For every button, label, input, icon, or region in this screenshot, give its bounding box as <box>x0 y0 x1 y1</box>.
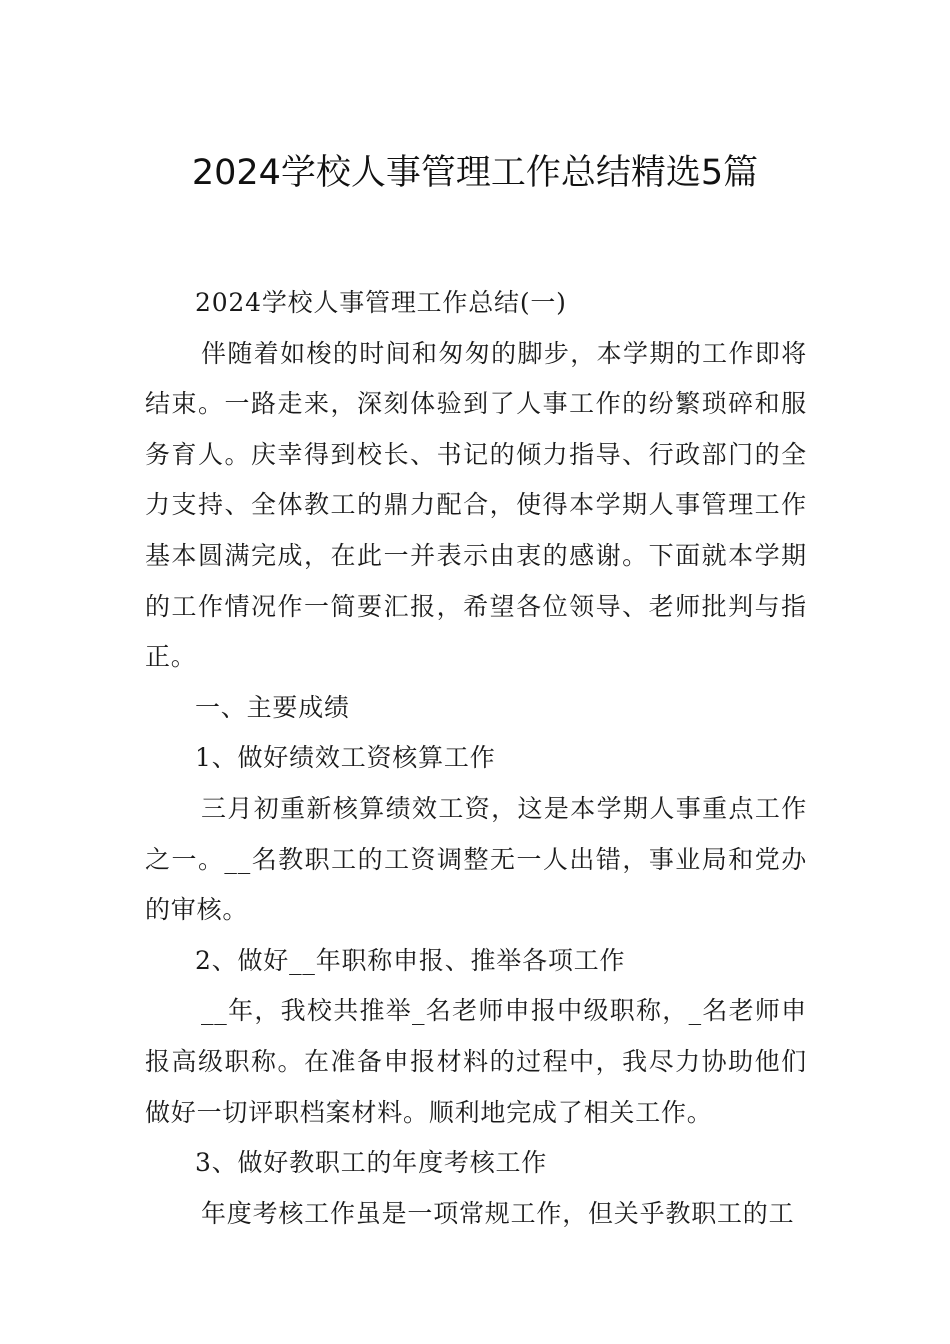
heading-item-1: 1、做好绩效工资核算工作 <box>195 743 496 773</box>
heading-main-achievements: 一、主要成绩 <box>195 692 350 722</box>
paragraph-item-3: 年度考核工作虽是一项常规工作，但关乎教职工的工 <box>201 1198 795 1228</box>
paragraph-intro: 伴随着如梭的时间和匆匆的脚步，本学期的工作即将结束。一路走来，深刻体验到了人事工作的纷繁琐碎和服务育人。庆幸得到校长、书记的倾力指导、行政部门的全力支持、全体教工的鼎力配合，使得本学期人事管理工作基本圆满完成，在此一并表示由衷的感谢。下面就本学期的工作情况作一简要汇报，希望各位领导、老师批判与指正。 <box>145 338 807 672</box>
heading-item-3: 3、做好教职工的年度考核工作 <box>195 1148 548 1178</box>
section-title: 2024学校人事管理工作总结(一) <box>195 288 567 317</box>
paragraph-item-1: 三月初重新核算绩效工资，这是本学期人事重点工作之一。__名教职工的工资调整无一人出错，事业局和党办的审核。 <box>145 793 807 925</box>
paragraph-item-2: __年，我校共推举_名老师申报中级职称，_名老师申报高级职称。在准备申报材料的过程中，我尽力协助他们做好一切评职档案材料。顺利地完成了相关工作。 <box>145 996 807 1127</box>
document-body <box>145 278 807 1239</box>
heading-item-2: 2、做好__年职称申报、推举各项工作 <box>195 945 626 975</box>
document-title: 2024学校人事管理工作总结精选5篇 <box>191 153 759 194</box>
